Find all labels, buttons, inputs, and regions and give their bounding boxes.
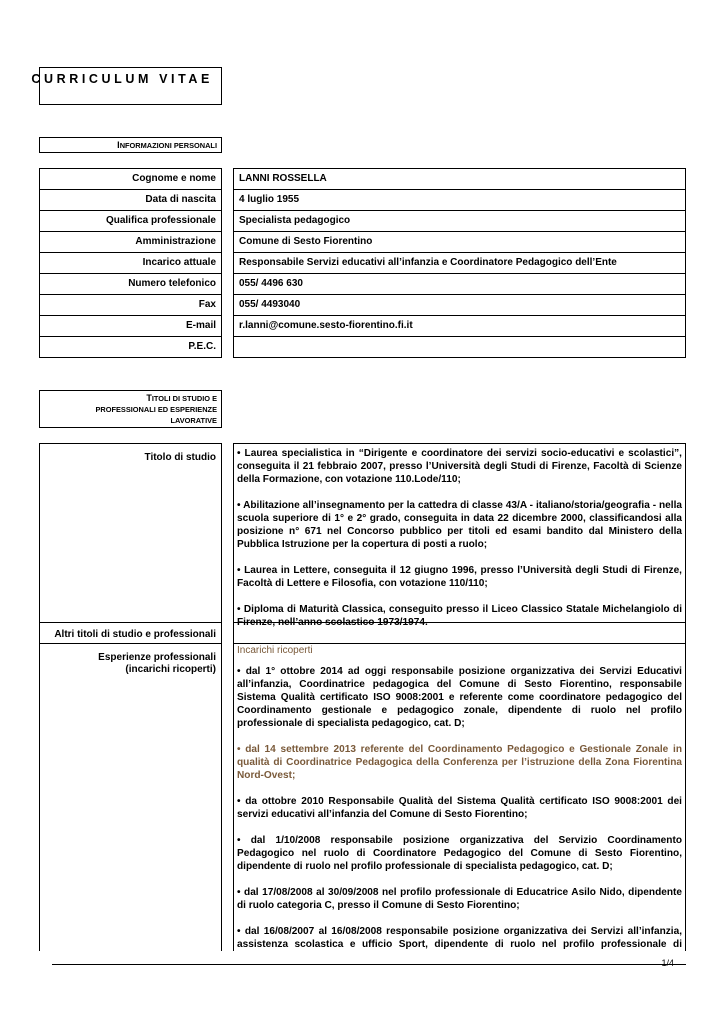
other-titles-label-cell xyxy=(39,622,222,644)
info-gap xyxy=(222,295,234,316)
info-gap xyxy=(222,274,234,295)
document-title: CURRICULUM VITAE xyxy=(31,72,213,86)
section-header-studies-line1: TITOLI DI STUDIO E xyxy=(146,393,217,403)
info-value: 4 luglio 1955 xyxy=(234,190,686,211)
info-label: Incarico attuale xyxy=(40,253,222,274)
info-gap xyxy=(222,316,234,337)
info-row xyxy=(40,337,686,358)
info-row xyxy=(40,316,686,337)
info-gap xyxy=(222,337,234,358)
study-item: • Laurea specialistica in “Dirigente e coordinatore dei servizi socio-educativi e scolastici”, conseguita il 21 febbraio 2007, presso l’Università degli Studi di Firenze, Facoltà di Scienze della Formazione, con votazione 110.Lode/110; xyxy=(237,448,682,485)
info-label: Amministrazione xyxy=(40,232,222,253)
study-item: • Diploma di Maturità Classica, conseguito presso il Liceo Classico Statale Michelangiolo di Firenze, nell’anno scolastico 1973/1974. xyxy=(237,604,682,628)
info-row xyxy=(40,211,686,232)
other-titles-value-cell xyxy=(233,622,686,644)
info-label: Fax xyxy=(40,295,222,316)
section-header-studies xyxy=(39,390,222,428)
experience-label-cell xyxy=(39,643,222,951)
experience-item: • da ottobre 2010 Responsabile Qualità del Sistema Qualità certificato ISO 9008:2001 dei servizi educativi all’infanzia del Comune di Sesto Fiorentino; xyxy=(237,796,682,820)
experience-label: Esperienze professionali (incarichi ricoperti) xyxy=(98,652,216,675)
info-gap xyxy=(222,253,234,274)
experience-item: • dal 1/10/2008 responsabile posizione organizzativa del Servizio Coordinamento Pedagogico nel ruolo di Coordinatore Pedagogico del Comune di Sesto Fiorentino, dipendente di ruolo nel profilo professionale di specialista pedagogico, cat. D; xyxy=(237,835,682,872)
studies-label: Titolo di studio xyxy=(144,452,216,463)
info-value: 055/ 4496 630 xyxy=(234,274,686,295)
studies-list xyxy=(237,447,682,629)
cv-title-box xyxy=(31,67,222,105)
info-gap xyxy=(222,232,234,253)
info-label: Numero telefonico xyxy=(40,274,222,295)
studies-label-cell xyxy=(39,443,222,623)
info-value: r.lanni@comune.sesto-fiorentino.fi.it xyxy=(234,316,686,337)
info-value: 055/ 4493040 xyxy=(234,295,686,316)
info-gap xyxy=(222,190,234,211)
info-row xyxy=(40,274,686,295)
info-row xyxy=(40,169,686,190)
study-item: • Abilitazione all’insegnamento per la cattedra di classe 43/A - italiano/storia/geografia - nella scuola superiore di 1° e 2° grado, conseguita in data 22 dicembre 2000, classificandosi alla posizione n° 671 nel Concorso pubblico per titoli ed esami bandito dal Ministero della Pubblica Istruzione per la copertura di posti a ruolo; xyxy=(237,500,682,550)
section-header-studies-line2: PROFESSIONALI ED ESPERIENZE xyxy=(95,405,217,414)
info-value: Responsabile Servizi educativi all’infanzia e Coordinatore Pedagogico dell’Ente xyxy=(234,253,686,274)
info-label: E-mail xyxy=(40,316,222,337)
info-value xyxy=(234,337,686,358)
section-header-personal-info xyxy=(39,137,222,153)
info-row xyxy=(40,295,686,316)
info-value: Comune di Sesto Fiorentino xyxy=(234,232,686,253)
studies-value-cell xyxy=(233,443,686,628)
experience-content xyxy=(237,644,682,951)
info-label: Qualifica professionale xyxy=(40,211,222,232)
experience-item: • dal 14 settembre 2013 referente del Coordinamento Pedagogico e Gestionale Zonale in qualità di Coordinatrice Pedagogica della Conferenza per l’istruzione della Zona Fiorentina Nord-Ovest; xyxy=(237,744,682,781)
info-value: LANNI ROSSELLA xyxy=(234,169,686,190)
experience-value-cell xyxy=(233,643,686,951)
experience-item: • dal 17/08/2008 al 30/09/2008 nel profilo professionale di Educatrice Asilo Nido, dipendente di ruolo categoria C, presso il Comune di Sesto Fiorentino; xyxy=(237,887,682,911)
study-item: • Laurea in Lettere, conseguita il 12 giugno 1996, presso l’Università degli Studi di Firenze, Facoltà di Lettere e Filosofia, con votazione 110/110; xyxy=(237,565,682,589)
info-row xyxy=(40,253,686,274)
page-number: 1/4 xyxy=(661,958,674,968)
section-header-studies-line3: LAVORATIVE xyxy=(170,416,217,425)
experience-list xyxy=(237,665,682,951)
info-gap xyxy=(222,169,234,190)
info-gap xyxy=(222,211,234,232)
footer-divider xyxy=(52,964,686,965)
experience-heading: Incarichi ricoperti xyxy=(237,645,313,656)
section-header-personal-info-text: INFORMAZIONI PERSONALI xyxy=(117,140,217,150)
info-label: Data di nascita xyxy=(40,190,222,211)
personal-info-table xyxy=(39,168,686,358)
info-label: Cognome e nome xyxy=(40,169,222,190)
info-value: Specialista pedagogico xyxy=(234,211,686,232)
info-row xyxy=(40,190,686,211)
info-row xyxy=(40,232,686,253)
other-titles-label: Altri titoli di studio e professionali xyxy=(54,629,216,640)
experience-item: • dal 16/08/2007 al 16/08/2008 responsabile posizione organizzativa dei Servizi all’infanzia, assistenza scolastica e ufficio Sport, dipendente di ruolo nel profilo professionale di xyxy=(237,926,682,950)
info-label: P.E.C. xyxy=(40,337,222,358)
experience-item: • dal 1° ottobre 2014 ad oggi responsabile posizione organizzativa dei Servizi Educativi all’infanzia, Coordinatrice pedagogica del Comune di Sesto Fiorentino, responsabile Sistema Qualità certificato ISO 9008:2001 e referente come coordinatore pedagogico del Coordinamento gestionale e pedagogico zonale, dipendente di ruolo nel profilo professionale di specialista pedagogico, cat. D; xyxy=(237,666,682,729)
